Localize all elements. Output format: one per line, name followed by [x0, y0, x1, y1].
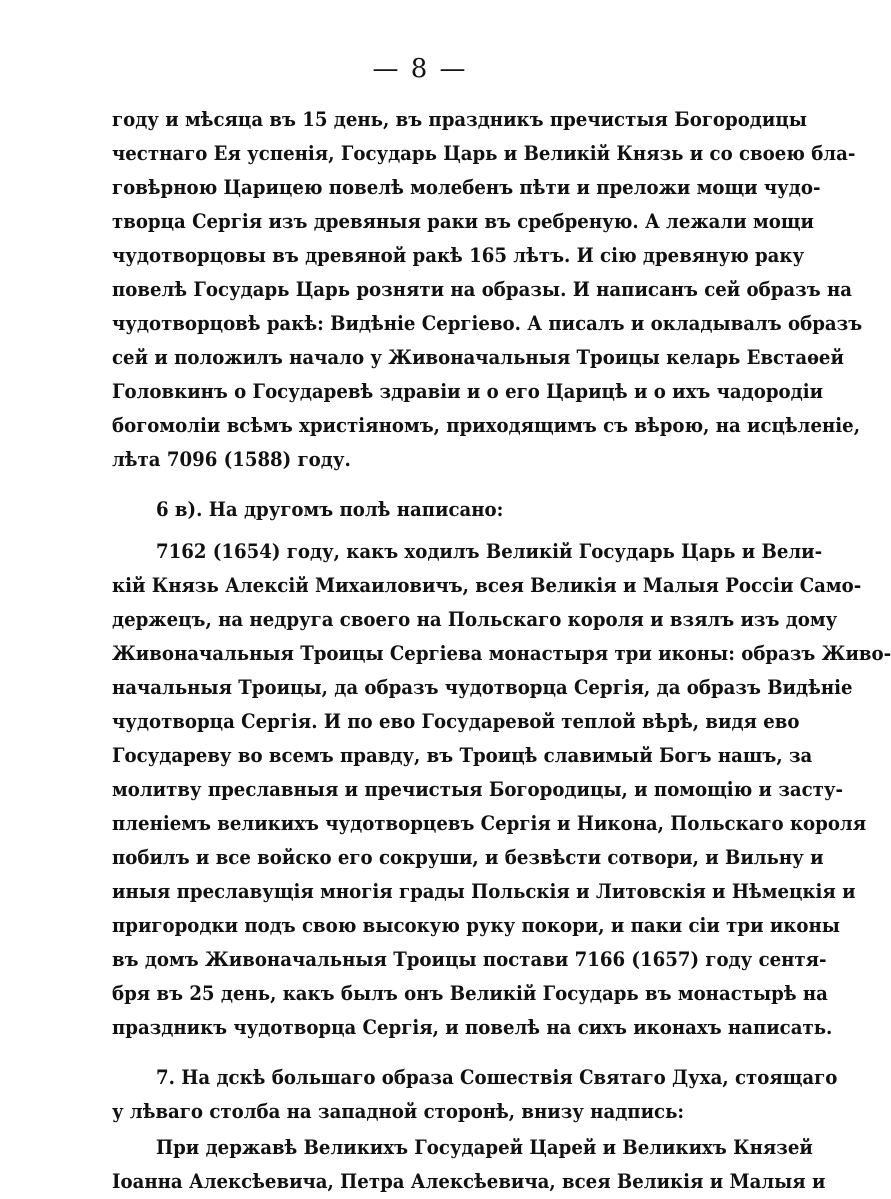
text-line: побилъ и все войско его сокруши, и безвѣсти сотвори, и Вильну и [112, 846, 824, 869]
text-line: Іоанна Алексѣевича, Петра Алексѣевича, всея Великія и Малыя и [112, 1170, 826, 1193]
text-line: повелѣ Государь Царь розняти на образы. И написанъ сей образъ на [112, 278, 852, 301]
text-line: чудотворца Сергія. И по ево Государевой теплой вѣрѣ, видя ево [112, 710, 800, 733]
text-line: Головкинъ о Государевѣ здравіи и о его Царицѣ и о ихъ чадородіи [112, 380, 824, 403]
text-line: Живоначальныя Троицы Сергіева монастыря три иконы: образъ Живо- [112, 642, 891, 665]
text-line: Государеву во всемъ правду, въ Троицѣ славимый Богъ нашъ, за [112, 744, 813, 767]
text-line: у лѣваго столба на западной сторонѣ, внизу надпись: [112, 1100, 685, 1123]
section-heading: 6 в). На другомъ полѣ написано: [156, 498, 504, 521]
text-line: начальныя Троицы, да образъ чудотворца Сергія, да образъ Видѣніе [112, 676, 853, 699]
text-line: кій Князь Алексій Михаиловичъ, всея Великія и Малыя Россіи Само- [112, 574, 862, 597]
text-line: въ домъ Живоначальныя Троицы постави 7166 (1657) году сентя- [112, 948, 827, 971]
text-line: сей и положилъ начало у Живоначальныя Троицы келарь Евстаѳей [112, 346, 844, 369]
text-line: говѣрною Царицею повелѣ молебенъ пѣти и преложи мощи чудо- [112, 176, 821, 199]
text-line: честнаго Ея успенія, Государь Царь и Великій Князь и со своею бла- [112, 142, 856, 165]
text-line: молитву преславныя и пречистыя Богородицы, и помощію и засту- [112, 778, 844, 801]
text-line: чудотворцовы въ древяной ракѣ 165 лѣтъ. И сію древяную раку [112, 244, 805, 267]
text-line: чудотворцовѣ ракѣ: Видѣніе Сергіево. А писалъ и окладывалъ образъ [112, 312, 863, 335]
text-line: богомоліи всѣмъ христіяномъ, приходящимъ съ вѣрою, на исцѣленіе, [112, 414, 861, 437]
text-line: году и мѣсяца въ 15 день, въ праздникъ пречистыя Богородицы [112, 108, 807, 131]
text-line: бря въ 25 день, какъ былъ онъ Великій Государь въ монастырѣ на [112, 982, 828, 1005]
text-line: При державѣ Великихъ Государей Царей и Великихъ Князей [156, 1136, 813, 1159]
text-line: лѣта 7096 (1588) году. [112, 448, 351, 471]
text-line: творца Сергія изъ древяныя раки въ сребреную. А лежали мощи [112, 210, 814, 233]
page-number: — 8 — [372, 54, 468, 84]
section-heading: 7. На дскѣ большаго образа Сошествія Святаго Духа, стоящаго [156, 1066, 838, 1089]
text-line: 7162 (1654) году, какъ ходилъ Великій Государь Царь и Вели- [156, 540, 823, 563]
text-line: пригородки подъ свою высокую руку покори, и паки сіи три иконы [112, 914, 840, 937]
text-line: иныя преславущія многія грады Польскія и Литовскія и Нѣмецкія и [112, 880, 856, 903]
text-line: держецъ, на недруга своего на Польскаго короля и взялъ изъ дому [112, 608, 838, 631]
text-line: пленіемъ великихъ чудотворцевъ Сергія и Никона, Польскаго короля [112, 812, 867, 835]
text-line: праздникъ чудотворца Сергія, и повелѣ на сихъ иконахъ написать. [112, 1016, 833, 1039]
